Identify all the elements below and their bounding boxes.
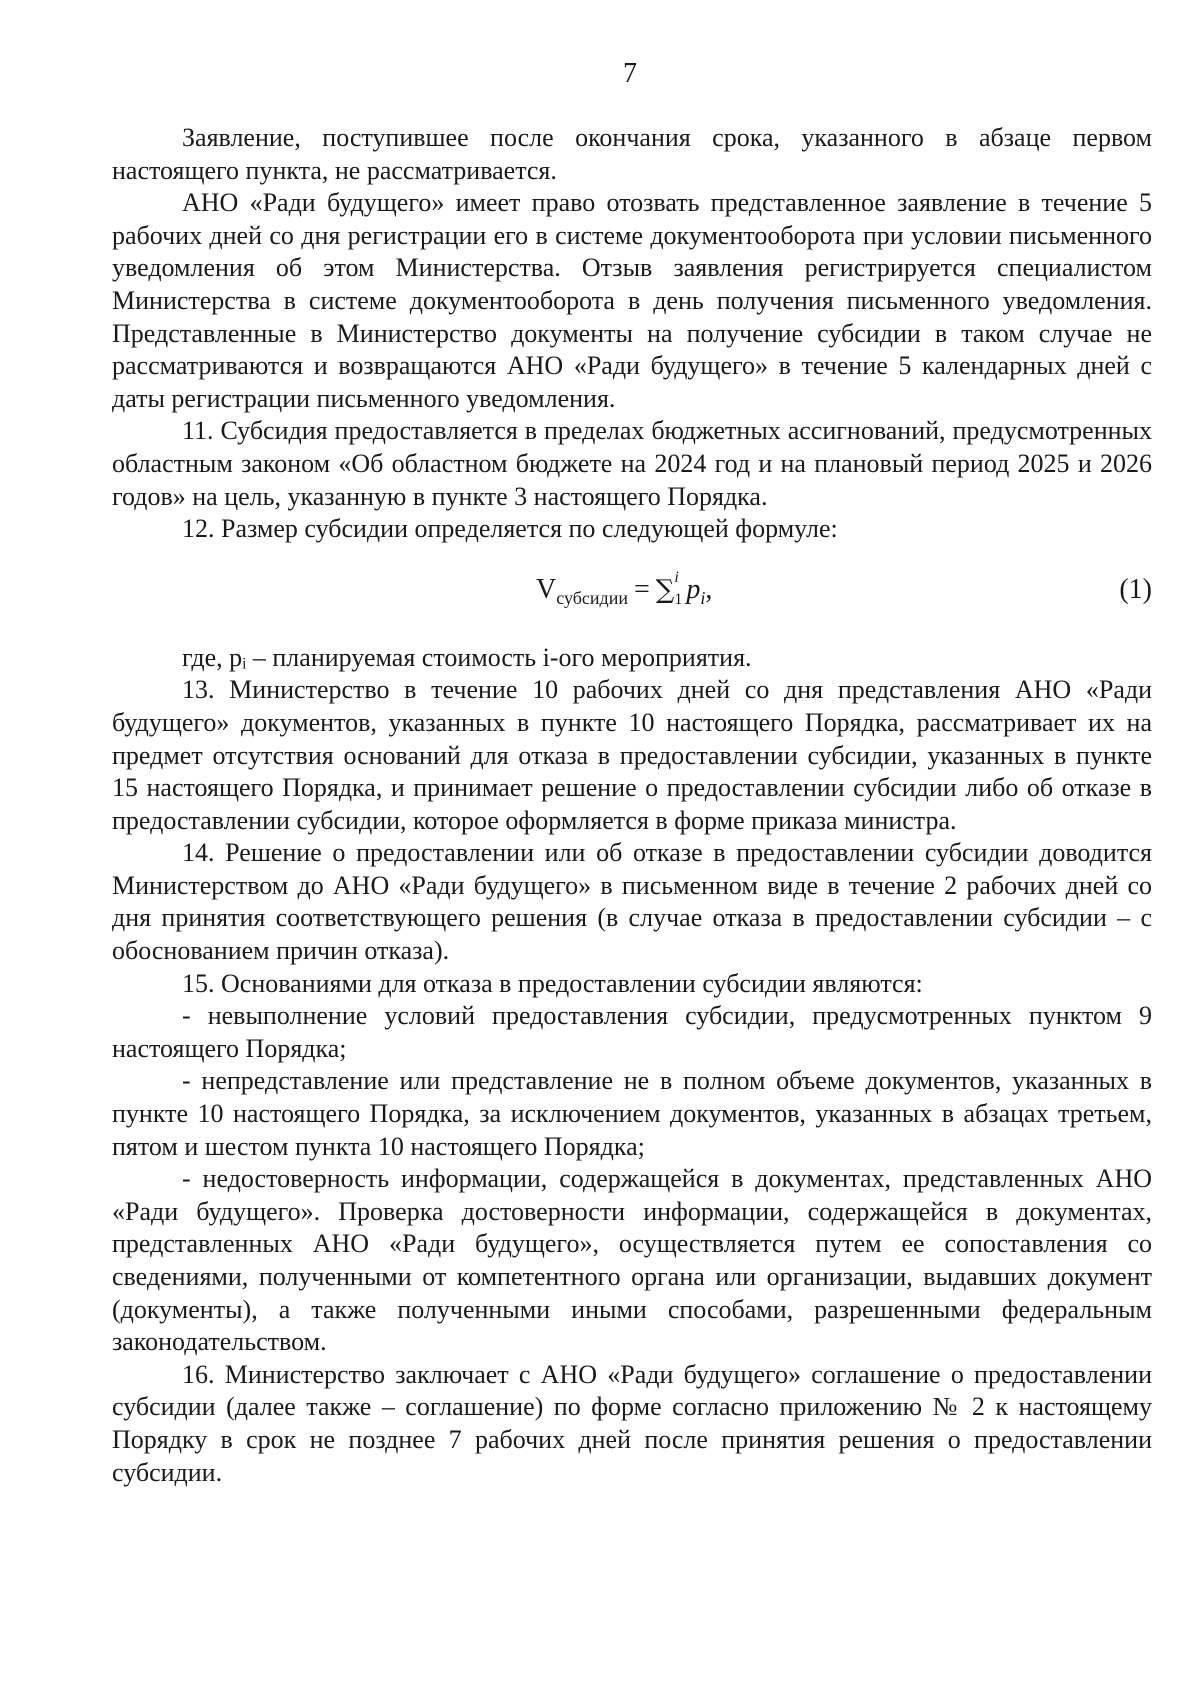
formula-p: p [686, 573, 701, 605]
paragraph-item-11: 11. Субсидия предоставляется в пределах бюджетных ассигнований, предусмотренных областным законом «Об областном бюджете на 2024 год и на плановый период 2025 и 2026 годов» на цель, указанную в пункте 3 настоящего Порядка. [112, 416, 1152, 511]
paragraph-application-late: Заявление, поступившее после окончания срока, указанного в абзаце первом настоящего пункта, не рассматривается. [112, 123, 1152, 185]
paragraph-formula-legend: где, pᵢ – планируемая стоимость i-ого мероприятия. [182, 642, 752, 672]
formula-lower-limit: 1 [674, 591, 683, 609]
paragraph-item-15: 15. Основаниями для отказа в предоставлении субсидии являются: [182, 968, 923, 998]
formula-row [112, 546, 1152, 642]
formula-p-subscript: i [700, 587, 706, 608]
paragraph-item-16: 16. Министерство заключает с АНО «Ради будущего» соглашение о предоставлении субсидии (далее также – соглашение) по форме согласно приложению № 2 к настоящему Порядку в срок не позднее 7 рабочих дней после принятия решения о предоставлении субсидии. [112, 1359, 1152, 1487]
formula-comma: , [705, 573, 713, 605]
formula-sum-limits [674, 569, 684, 609]
paragraph-refusal-reason-2: - непредставление или представление не в полном объеме документов, указанных в пункте 10 настоящего Порядка, за исключением документов, указанных в абзацах третьем, пятом и шестом пункта 10 настоящего Порядка; [112, 1066, 1152, 1161]
subsidy-formula [536, 569, 713, 616]
formula-number: (1) [1119, 573, 1152, 605]
formula-v-subscript: субсидии [556, 587, 628, 608]
page-number: 7 [623, 58, 637, 89]
document-body [112, 122, 1152, 1489]
paragraph-refusal-reason-3: - недостоверность информации, содержащейся в документах, представленных АНО «Ради будущего». Проверка достоверности информации, содержащейся в документах, представленных АНО «Ради будущего», осуществляется путем ее сопоставления со сведениями, полученными от компетентного органа или организации, выдавших документ (документы), а также полученными иными способами, разрешенными федеральным законодательством. [112, 1164, 1152, 1357]
formula-equals: = [633, 573, 650, 605]
paragraph-item-13: 13. Министерство в течение 10 рабочих дней со дня представления АНО «Ради будущего» документов, указанных в пункте 10 настоящего Порядка, рассматривает их на предмет отсутствия оснований для отказа в предоставлении субсидии, указанных в пункте 15 настоящего Порядка, и принимает решение о предоставлении субсидии либо об отказе в предоставлении субсидии, которое оформляется в форме приказа министра. [112, 675, 1152, 835]
paragraph-refusal-reason-1: - невыполнение условий предоставления субсидии, предусмотренных пунктом 9 настоящего Порядка; [112, 1001, 1152, 1063]
formula-sum-symbol: ∑ [655, 574, 675, 605]
paragraph-item-14: 14. Решение о предоставлении или об отказе в предоставлении субсидии доводится Министерством до АНО «Ради будущего» в письменном виде в течение 2 рабочих дней со дня принятия соответствующего решения (в случае отказа в предоставлении субсидии – с обоснованием причин отказа). [112, 838, 1152, 966]
formula-upper-limit: i [674, 569, 679, 587]
formula-v: V [536, 573, 557, 605]
paragraph-withdrawal: АНО «Ради будущего» имеет право отозвать представленное заявление в течение 5 рабочих дней со дня регистрации его в системе документооборота при условии письменного уведомления об этом Министерства. Отзыв заявления регистрируется специалистом Министерства в системе документооборота в день получения письменного уведомления. Представленные в Министерство документы на получение субсидии в таком случае не рассматриваются и возвращаются АНО «Ради будущего» в течение 5 календарных дней с даты регистрации письменного уведомления. [112, 188, 1152, 413]
paragraph-item-12: 12. Размер субсидии определяется по следующей формуле: [182, 514, 838, 544]
